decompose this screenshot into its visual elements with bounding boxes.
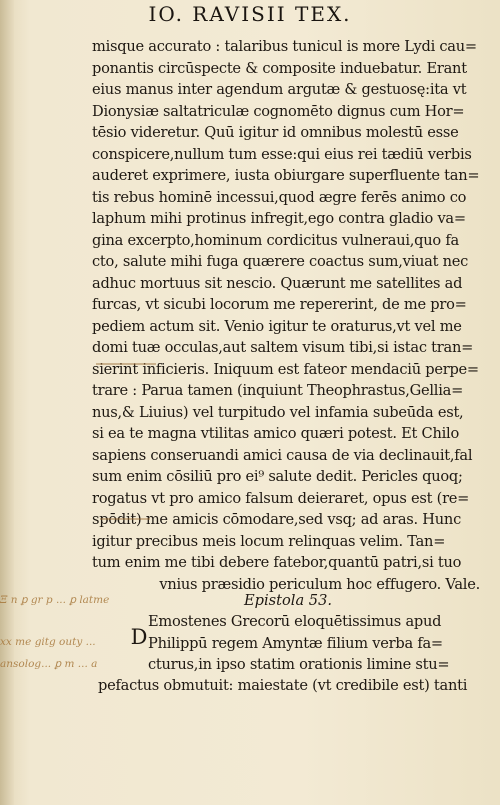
- text-line: si ea te magna vtilitas amico quæri potest. Et Chilo: [92, 425, 459, 442]
- text-line: domi tuæ occulas,aut saltem visum tibi,si istac tran=: [92, 339, 474, 356]
- text-line: Philippū regem Amyntæ filium verba fa=: [148, 634, 443, 652]
- handwritten-margin-note: ansolog... ꝑ m ... a: [0, 658, 98, 670]
- drop-capital: D: [130, 625, 148, 649]
- text-line: adhuc mortuus sit nescio. Quærunt me satellites ad: [92, 274, 463, 292]
- text-line: eius manus inter agendum argutæ & gestuosę:ita vt: [92, 81, 467, 98]
- text-line: furcas, vt sicubi locorum me repererint, de me pro=: [92, 296, 467, 313]
- text-line: cto, salute mihi fuga quærere coactus sum,viuat nec: [92, 253, 469, 270]
- text-line: spōdit) me amicis cōmodare,sed vsq; ad aras. Hunc: [92, 511, 462, 528]
- text-line: tēsio videretur. Quū igitur id omnibus molestū esse: [92, 124, 459, 141]
- text-line: ponantis circūspecte & composite induebatur. Erant: [92, 59, 467, 77]
- text-line: sapiens conseruandi amici causa de via declinauit,fal: [92, 446, 473, 464]
- text-line: tum enim me tibi debere fatebor,quantū patri,si tuo: [92, 554, 462, 571]
- text-line: trare : Parua tamen (inquiunt Theophrastus,Gellia=: [92, 382, 464, 399]
- indented-text-block: [148, 611, 488, 676]
- text-line: igitur precibus meis locum relinquas velim. Tan=: [92, 532, 446, 550]
- handwritten-margin-note: xx me gitg outy ...: [0, 636, 96, 648]
- handwritten-margin-note: Ξ n ꝑ gr p ... ꝑ latme: [0, 594, 110, 606]
- ink-underline-mark: [100, 518, 150, 520]
- closing-line: vnius præsidio periculum hoc effugero. Vale.: [159, 575, 480, 593]
- running-header: IO. RAVISII TEX.: [148, 2, 352, 26]
- text-line: Emostenes Grecorū eloquētissimus apud: [148, 613, 442, 630]
- text-line: sum enim cōsiliū pro ei⁹ salute dedit. Pericles quoq;: [92, 468, 463, 485]
- text-line: nus,& Liuius) vel turpitudo vel infamia subeūda est,: [92, 403, 464, 421]
- text-line: tis rebus hominē incessui,quod ægre ferēs animo co: [92, 188, 467, 206]
- ink-underline-mark: [96, 363, 156, 365]
- final-text-block: [98, 675, 490, 697]
- text-line: cturus,in ipso statim orationis limine stu=: [148, 656, 450, 673]
- text-line: gina excerpto,hominum cordicitus vulneraui,quo fa: [92, 231, 459, 249]
- text-line: Dionysiæ saltatriculæ cognomēto dignus cum Hor=: [92, 102, 465, 120]
- text-line: sierint inficieris. Iniquum est fateor mendaciū perpe=: [92, 360, 479, 378]
- text-line: pediem actum sit. Venio igitur te oraturus,vt vel me: [92, 317, 462, 335]
- page-gutter: [0, 0, 14, 805]
- main-text-block: [92, 36, 484, 595]
- text-line: laphum mihi protinus infregit,ego contra gladio va=: [92, 210, 466, 227]
- text-line: conspicere,nullum tum esse:qui eius rei tædiū verbis: [92, 145, 472, 163]
- text-line: pefactus obmutuit: maiestate (vt credibile est) tanti: [98, 677, 468, 694]
- text-line: misque accurato : talaribus tunicul is more Lydi cau=: [92, 38, 477, 55]
- text-line: auderet exprimere, iusta obiurgare superfluente tan=: [92, 167, 480, 184]
- text-line: rogatus vt pro amico falsum deieraret, opus est (re=: [92, 489, 470, 507]
- epistola-heading: Epistola 53.: [243, 592, 333, 609]
